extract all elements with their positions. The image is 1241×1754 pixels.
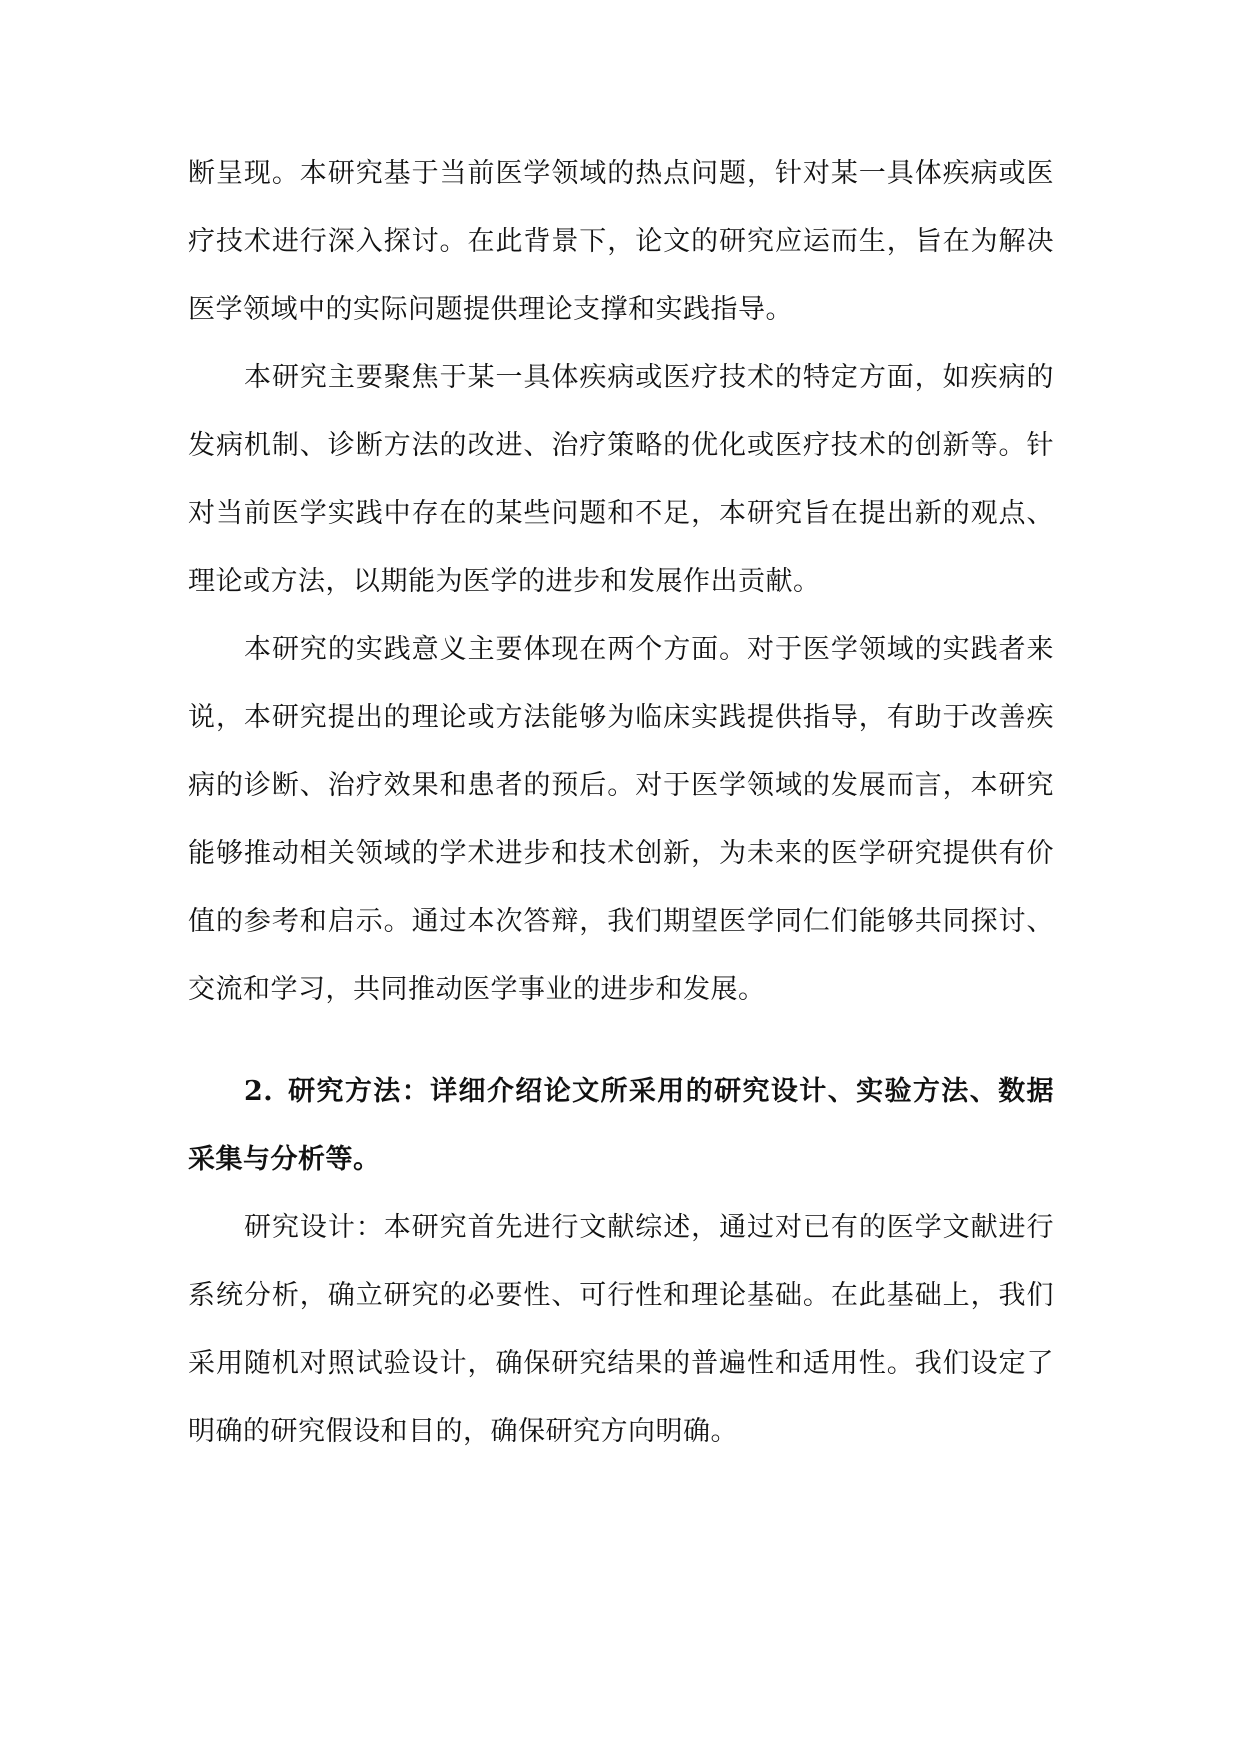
section-title: 研究方法：详细介绍论文所采用的研究设计、实验方法、数据采集与分析等。 (188, 1076, 1054, 1175)
paragraph-practical-significance: 本研究的实践意义主要体现在两个方面。对于医学领域的实践者来说，本研究提出的理论或方法能够为临床实践提供指导，有助于改善疾病的诊断、治疗效果和患者的预后。对于医学领域的发展而言，本研究能够推动相关领域的学术进步和技术创新，为未来的医学研究提供有价值的参考和启示。通过本次答辩，我们期望医学同仁们能够共同探讨、交流和学习，共同推动医学事业的进步和发展。 (188, 634, 1054, 1005)
paragraph-research-focus: 本研究主要聚焦于某一具体疾病或医疗技术的特定方面，如疾病的发病机制、诊断方法的改进、治疗策略的优化或医疗技术的创新等。针对当前医学实践中存在的某些问题和不足，本研究旨在提出新的观点、理论或方法，以期能为医学的进步和发展作出贡献。 (188, 362, 1054, 597)
paragraph-research-design: 研究设计：本研究首先进行文献综述，通过对已有的医学文献进行系统分析，确立研究的必要性、可行性和理论基础。在此基础上，我们采用随机对照试验设计，确保研究结果的普遍性和适用性。我们设定了明确的研究假设和目的，确保研究方向明确。 (188, 1212, 1054, 1447)
section-number: 2. (244, 1076, 274, 1107)
section-heading (188, 1058, 1054, 1194)
paragraph-continuation: 断呈现。本研究基于当前医学领域的热点问题，针对某一具体疾病或医疗技术进行深入探讨。在此背景下，论文的研究应运而生，旨在为解决医学领域中的实际问题提供理论支撑和实践指导。 (188, 158, 1054, 325)
document-page (188, 140, 1054, 1466)
